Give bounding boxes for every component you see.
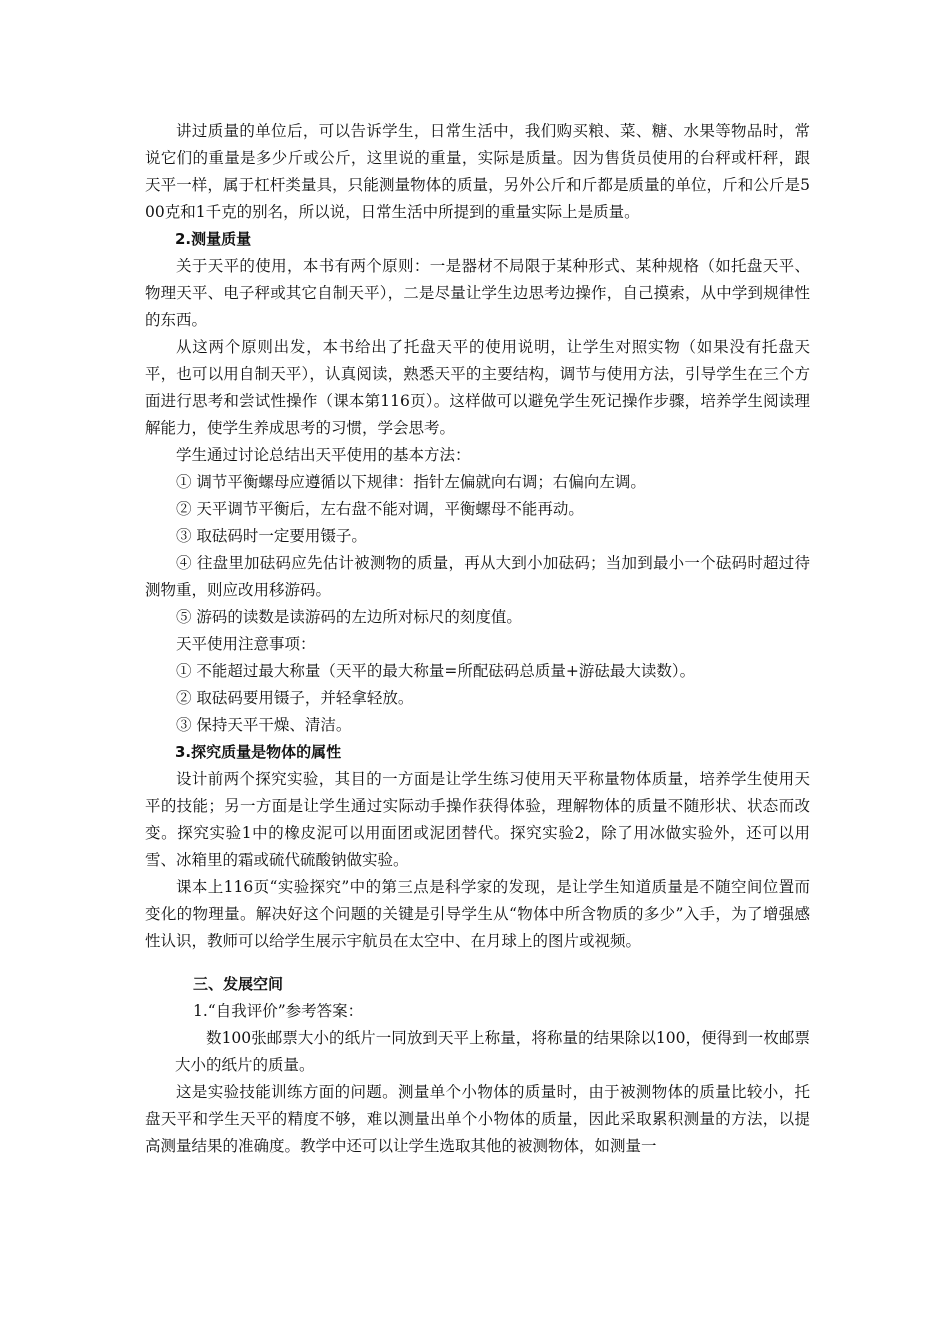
paragraph-scientist-discovery: 课本上116页“实验探究”中的第三点是科学家的发现，是让学生知道质量是不随空间位置而变化的物理量。解决好这个问题的关键是引导学生从“物体中所含物质的多少”入手，为了增强感性认识，教师可以给学生展示宇航员在太空中、在月球上的图片或视频。 [145, 878, 810, 950]
method-item-2: ② 天平调节平衡后，左右盘不能对调，平衡螺母不能再动。 [176, 500, 584, 518]
paragraph-mass-unit: 讲过质量的单位后，可以告诉学生，日常生活中，我们购买粮、菜、糖、水果等物品时，常说它们的重量是多少斤或公斤，这里说的重量，实际是质量。因为售货员使用的台秤或杆秤，跟天平一样，属于杠杆类量具，只能测量物体的质量，另外公斤和斤都是质量的单位，斤和公斤是500克和1千克的别名，所以说，日常生活中所提到的重量实际上是质量。 [145, 122, 810, 221]
note-item-2: ② 取砝码要用镊子，并轻拿轻放。 [176, 689, 414, 707]
answer-body: 数100张邮票大小的纸片一同放到天平上称量，将称量的结果除以100，便得到一枚邮票大小的纸片的质量。 [175, 1029, 810, 1074]
method-item-4: ④ 往盘里加砝码应先估计被测物的质量，再从大到小加砝码；当加到最小一个砝码时超过待测物重，则应改用移游码。 [145, 554, 810, 599]
paragraph-basic-methods: 学生通过讨论总结出天平使用的基本方法： [176, 446, 471, 464]
paragraph-notes-title: 天平使用注意事项： [176, 635, 316, 653]
note-item-1: ① 不能超过最大称量（天平的最大称量=所配砝码总质量+游砝最大读数）。 [176, 662, 696, 680]
heading-measure-mass: 2.测量质量 [175, 230, 252, 248]
note-item-3: ③ 保持天平干燥、清洁。 [176, 716, 352, 734]
paragraph-experiments: 设计前两个探究实验，其目的一方面是让学生练习使用天平称量物体质量，培养学生使用天平的技能；另一方面是让学生通过实际动手操作获得体验，理解物体的质量不随形状、状态而改变。探究实验1中的橡皮泥可以用面团或泥团替代。探究实验2，除了用冰做实验外，还可以用雪、冰箱里的霜或硫代硫酸钠做实验。 [145, 770, 810, 869]
paragraph-balance-principles: 关于天平的使用，本书有两个原则：一是器材不局限于某种形式、某种规格（如托盘天平、物理天平、电子秤或其它自制天平），二是尽量让学生边思考边操作，自己摸索，从中学到规律性的东西。 [145, 257, 810, 329]
paragraph-skill-training: 这是实验技能训练方面的问题。测量单个小物体的质量时，由于被测物体的质量比较小，托盘天平和学生天平的精度不够，难以测量出单个小物体的质量，因此采取累积测量的方法，以提高测量结果的准确度。教学中还可以让学生选取其他的被测物体，如测量一 [145, 1083, 810, 1155]
spacer [145, 955, 810, 971]
method-item-3: ③ 取砝码时一定要用镊子。 [176, 527, 367, 545]
heading-development-space: 三、发展空间 [193, 975, 284, 993]
answer-title: 1.“自我评价”参考答案： [193, 1002, 364, 1020]
paragraph-balance-instructions: 从这两个原则出发，本书给出了托盘天平的使用说明，让学生对照实物（如果没有托盘天平，也可以用自制天平），认真阅读，熟悉天平的主要结构，调节与使用方法，引导学生在三个方面进行思考和尝试性操作（课本第116页）。这样做可以避免学生死记操作步骤，培养学生阅读理解能力，使学生养成思考的习惯，学会思考。 [145, 338, 810, 437]
method-item-1: ① 调节平衡螺母应遵循以下规律：指针左偏就向右调；右偏向左调。 [176, 473, 646, 491]
method-item-5: ⑤ 游码的读数是读游码的左边所对标尺的刻度值。 [176, 608, 522, 626]
document-body [145, 118, 810, 1160]
heading-mass-property: 3.探究质量是物体的属性 [175, 743, 342, 761]
